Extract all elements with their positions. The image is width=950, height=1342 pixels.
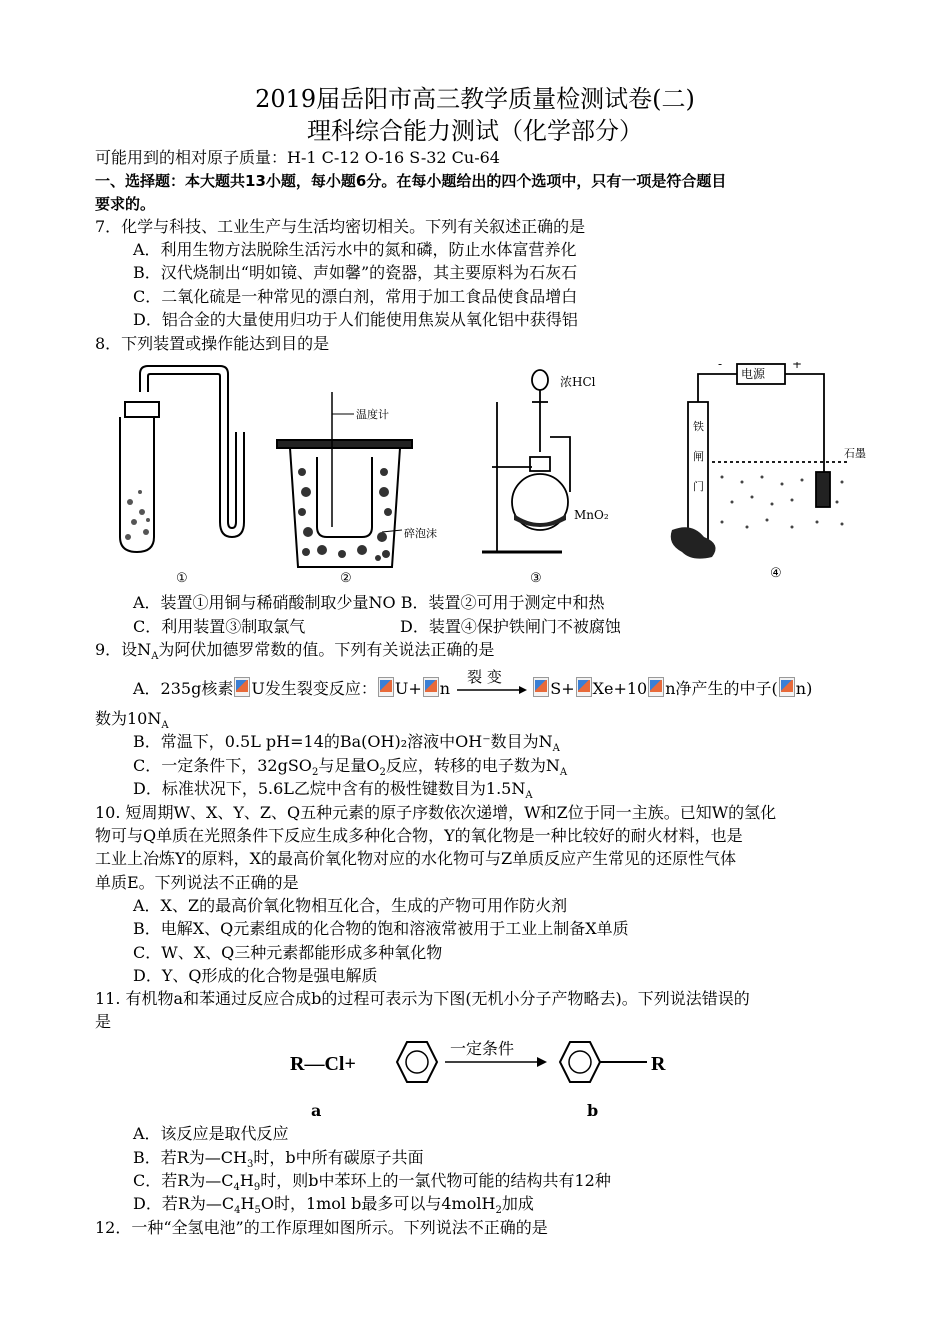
rxn-arrow-head [537, 1057, 547, 1067]
fig3-mno2-label: MnO₂ [574, 508, 609, 522]
q9a-text-4: n [439, 679, 451, 698]
subscript-a: A [559, 767, 568, 779]
subscript-a: A [525, 790, 533, 802]
q11b-text-1: B．若R为—CH [133, 1148, 248, 1167]
isotope-image [423, 677, 439, 697]
isotope-image [576, 677, 592, 697]
q10-stem-line2: 物可与Q单质在光照条件下反应生成多种化合物，Y的氧化物是一种比较好的耐火材料，也是 [95, 826, 743, 845]
q11d-text-2: H [240, 1194, 255, 1213]
q11-stem-line1: 11. 有机物a和苯通过反应合成b的过程可表示为下图(无机小分子产物略去)。下列说法错误的 [95, 989, 750, 1008]
rxn-condition: 一定条件 [450, 1039, 515, 1058]
q8-option-c: C．利用装置③制取氯气 [133, 617, 306, 636]
subscript-2: 2 [311, 767, 319, 779]
subscript-a: A [161, 720, 169, 732]
q9a-text-5: S+ [550, 679, 575, 698]
fig4-graphite-label: 石墨 [844, 447, 866, 460]
q9c-text-2: 与足量O [318, 756, 380, 775]
q8-option-d: D．装置④保护铁闸门不被腐蚀 [400, 617, 621, 636]
apparatus-1 [120, 366, 244, 552]
isotope-image [648, 677, 664, 697]
rxn-reactant-text: R—Cl+ [290, 1053, 356, 1075]
benzene-ring-b-circle [569, 1051, 591, 1073]
q11d-text-3: O时，1mol b最多可以与4molH [260, 1194, 496, 1213]
section-heading-line1: 一、选择题：本大题共13小题，每小题6分。在每小题给出的四个选项中，只有一项是符合题目 [95, 172, 727, 190]
q9a-text-1: A．235g核素 [133, 679, 234, 698]
subscript-9: 9 [253, 1182, 261, 1194]
q10-option-b: B．电解X、Q元素组成的化合物的饱和溶液常被用于工业上制备X单质 [133, 919, 629, 938]
subscript-3: 3 [247, 1159, 254, 1171]
q9a-text-6: Xe+10 [592, 679, 648, 698]
subscript-4: 4 [234, 1205, 241, 1217]
atomic-masses: 可能用到的相对原子质量：H-1 C-12 O-16 S-32 Cu-64 [95, 148, 500, 167]
q9-stem [95, 639, 494, 668]
fig3-hcl-label: 浓HCl [560, 375, 596, 389]
isotope-image [779, 677, 795, 697]
mno2-solid [514, 514, 566, 527]
apparatus-2-foam [298, 468, 392, 561]
q9c-text-1: C．一定条件下，32gSO [133, 756, 312, 775]
fig-label-2: ② [340, 571, 352, 586]
q12-stem: 12．一种“全氢电池”的工作原理如图所示。下列说法不正确的是 [95, 1218, 548, 1237]
q11b-text-2: 时，b中所有碳原子共面 [253, 1148, 424, 1167]
page-title: 2019届岳阳市高三教学质量检测试卷(二) [255, 85, 695, 113]
q8-options-ab: A．装置①用铜与稀硝酸制取少量NO B．装置②可用于测定中和热 [133, 593, 605, 612]
q11-option-a: A．该反应是取代反应 [133, 1124, 289, 1143]
subscript-a: A [151, 651, 159, 663]
q9d-text: D．标准状况下，5.6L乙烷中含有的极性键数目为1.5N [133, 779, 526, 798]
subscript-5: 5 [254, 1205, 261, 1217]
fig4-plus: + [792, 362, 803, 371]
fig4-gate-char-2: 闸 [693, 450, 704, 463]
q9a-cont-text: 数为10N [95, 709, 162, 728]
q8-stem: 8．下列装置或操作能达到目的是 [95, 334, 330, 353]
q9a-text-3: U+ [394, 679, 422, 698]
q10-option-d: D．Y、Q形成的化合物是强电解质 [133, 966, 378, 985]
fig4-power-label: 电源 [741, 367, 766, 381]
apparatus-1-liquid [125, 490, 150, 540]
q7-option-a: A．利用生物方法脱除生活污水中的氮和磷，防止水体富营养化 [133, 240, 577, 259]
q10-option-c: C．W、X、Q三种元素都能形成多种氧化物 [133, 943, 443, 962]
fig4-minus: - [718, 362, 723, 371]
apparatus-2 [277, 392, 412, 567]
q7-option-c: C．二氧化硫是一种常见的漂白剂，常用于加工食品使食品增白 [133, 287, 578, 306]
isotope-image [378, 677, 394, 697]
q7-option-d: D．铝合金的大量使用归功于人们能使用焦炭从氧化铝中获得铝 [133, 310, 578, 329]
subscript-2: 2 [495, 1205, 502, 1217]
q11c-text-1: C．若R为—C [133, 1171, 234, 1190]
label-a: a [311, 1101, 322, 1120]
q9c-text-3: 反应，转移的电子数为N [385, 756, 560, 775]
isotope-image [533, 677, 549, 697]
apparatus-drawing [92, 362, 882, 587]
reaction-drawing [285, 1030, 705, 1120]
q11d-text-4: 加成 [501, 1194, 534, 1213]
fission-arrow [455, 668, 527, 698]
benzene-ring-a-circle [406, 1051, 428, 1073]
q9b-text: B．常温下，0.5L pH=14的Ba(OH)₂溶液中OH⁻数目为N [133, 732, 553, 751]
q11c-text-2: H [239, 1171, 254, 1190]
q9-option-a [133, 668, 813, 700]
subscript-2: 2 [379, 767, 386, 779]
q9a-text-2: U发生裂变反应： [251, 679, 377, 698]
section-heading-line2: 要求的。 [95, 195, 156, 213]
q11-reaction-scheme [285, 1030, 705, 1120]
q8-apparatus-figures [92, 362, 882, 587]
q9a-text-7: n净产生的中子( [665, 679, 778, 698]
fig-label-1: ① [176, 571, 188, 586]
fig2-thermometer-label: 温度计 [356, 408, 389, 421]
q10-option-a: A．X、Z的最高价氧化物相互化合，生成的产物可用作防火剂 [133, 896, 568, 915]
q9a-text-8: n) [795, 679, 813, 698]
q10-stem-line4: 单质E。下列说法不正确的是 [95, 873, 299, 892]
q11c-text-3: 时，则b中苯环上的一氯代物可能的结构共有12种 [260, 1171, 611, 1190]
label-b: b [587, 1101, 599, 1120]
q7-stem: 7．化学与科技、工业生产与生活均密切相关。下列有关叙述正确的是 [95, 217, 586, 236]
q10-stem-line3: 工业上冶炼Y的原料，X的最高价氧化物对应的水化物可与Z单质反应产生常见的还原性气体 [95, 849, 737, 868]
fig2-foam-label: 碎泡沫 [404, 527, 437, 540]
fig4-gate-char-3: 门 [693, 480, 704, 493]
q10-stem-line1: 10. 短周期W、X、Y、Z、Q五种元素的原子序数依次递增，W和Z位于同一主族。已知W的氢化 [95, 803, 777, 822]
q7-option-b: B．汉代烧制出“明如镜、声如馨”的瓷器，其主要原料为石灰石 [133, 263, 578, 282]
q11-stem-line2: 是 [95, 1012, 112, 1031]
rxn-product-r: R [651, 1053, 666, 1075]
apparatus-4 [688, 364, 847, 542]
benzene-ring-b [560, 1042, 600, 1082]
subscript-4: 4 [233, 1182, 240, 1194]
q11d-text-1: D．若R为—C [133, 1194, 235, 1213]
fig4-gate-char-1: 铁 [693, 420, 704, 433]
benzene-ring-a [397, 1042, 437, 1082]
subscript-a: A [552, 743, 560, 755]
q9-stem-part1: 9．设N [95, 640, 152, 659]
q9-stem-part2: 为阿伏加德罗常数的值。下列有关说法正确的是 [158, 640, 495, 659]
fig-label-4: ④ [770, 566, 782, 581]
page-subtitle: 理科综合能力测试（化学部分） [307, 117, 643, 145]
arrow-icon [455, 676, 527, 698]
isotope-image [234, 677, 250, 697]
fission-arrow-label: 裂 变 [467, 668, 502, 686]
fig-label-3: ③ [530, 571, 542, 586]
